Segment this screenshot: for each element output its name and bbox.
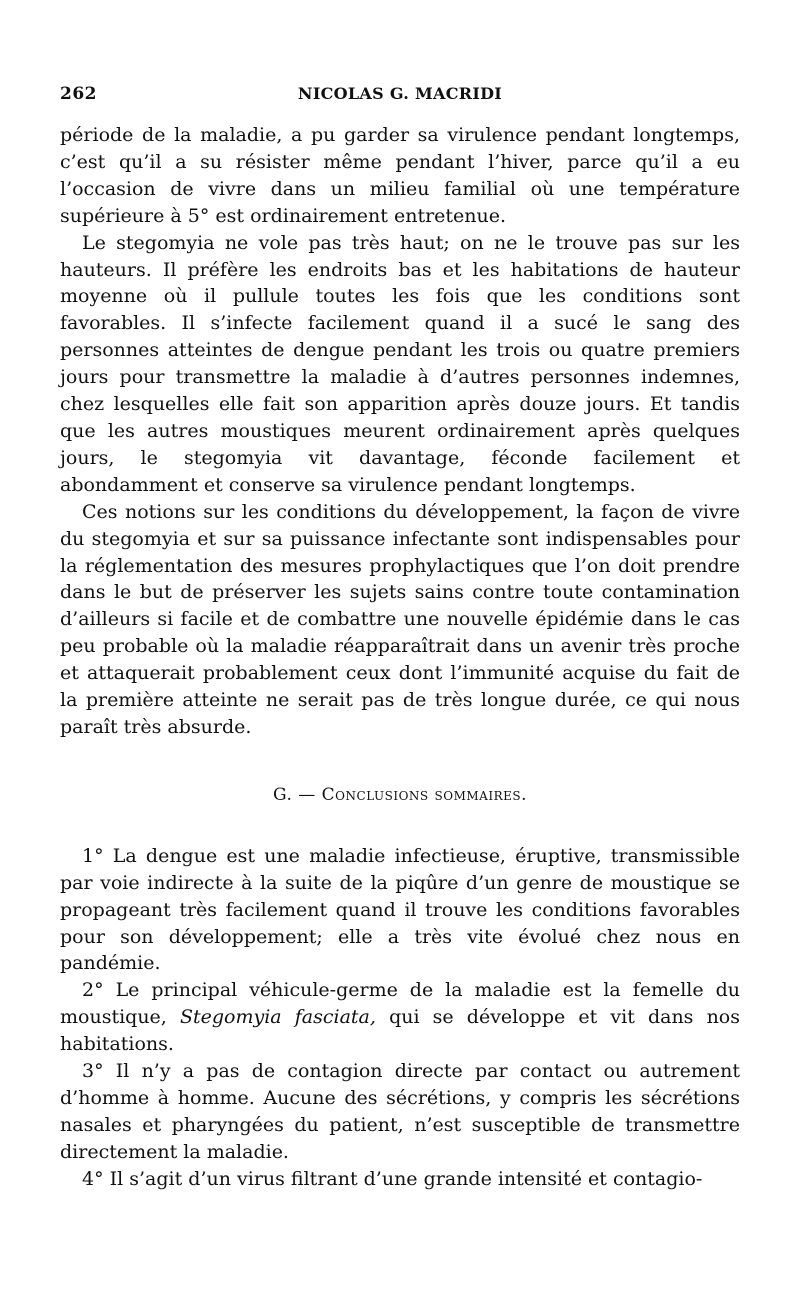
paragraph-prophylaxis: Ces notions sur les conditions du développement, la façon de vivre du stegomyia et sur sa puissance infectante sont indispensables pour la réglementation des mesures prophylactiques que l’on doit prendre dans le but de préserver les sujets sains contre toute contamination d’ailleurs si facile et de combattre une nouvelle épidémie dans le cas peu probable où la maladie réapparaîtrait dans un avenir très proche et attaquerait probablement ceux dont l’immunité acquise du fait de la première atteinte ne serait pas de très longue durée, ce qui nous paraît très absurde. <box>60 500 740 738</box>
conclusion-text: qui se développe et vit dans nos habitations. <box>60 1006 740 1056</box>
conclusion-text: Le principal véhicule-germe de la maladie est la femelle du moustique, <box>60 979 740 1029</box>
conclusions-list <box>60 843 740 1193</box>
section-dash: — <box>298 784 316 805</box>
conclusion-item <box>60 1166 740 1193</box>
conclusion-number: 3° <box>82 1060 104 1083</box>
conclusion-item <box>60 1058 740 1166</box>
species-name: Stegomyia fasciata, <box>179 1006 376 1029</box>
conclusion-item <box>60 977 740 1058</box>
paragraph-continuation: période de la maladie, a pu garder sa virulence pendant longtemps, c’est qu’il a su résister même pendant l’hiver, parce qu’il a eu l’occasion de vivre dans un milieu familial où une température supérieure à 5° est ordinairement entretenue. <box>60 124 740 227</box>
body-text <box>60 122 740 741</box>
page <box>60 84 740 1193</box>
conclusion-item <box>60 843 740 978</box>
running-head <box>60 84 740 114</box>
page-number: 262 <box>60 84 97 104</box>
conclusion-number: 1° <box>82 844 104 867</box>
section-heading <box>60 785 740 805</box>
conclusion-text: La dengue est une maladie infectieuse, éruptive, transmissible par voie indirecte à la suite de la piqûre d’un genre de moustique se propageant très facilement quand il trouve les conditions favorables pour son développement; elle a très vite évolué chez nous en pandémie. <box>60 844 740 975</box>
running-title: NICOLAS G. MACRIDI <box>297 84 503 103</box>
section-title: Conclusions sommaires. <box>321 784 528 805</box>
conclusion-number: 2° <box>82 979 104 1002</box>
conclusion-text: Il s’agit d’un virus filtrant d’une grande intensité et contagio- <box>109 1167 703 1190</box>
conclusion-number: 4° <box>82 1167 104 1190</box>
section-letter: G. <box>272 784 293 805</box>
paragraph-stegomyia-habitat: Le stegomyia ne vole pas très haut; on ne le trouve pas sur les hauteurs. Il préfère les endroits bas et les habitations de hauteur moyenne où il pullule toutes les fois que les conditions sont favorables. Il s’infecte facilement quand il a sucé le sang des personnes atteintes de dengue pendant les trois ou quatre premiers jours pour transmettre la maladie à d’autres personnes indemnes, chez lesquelles elle fait son apparition après douze jours. Et tandis que les autres moustiques meurent ordinairement après quelques jours, le stegomyia vit davantage, féconde facilement et abondamment et conserve sa virulence pendant longtemps. <box>60 231 740 496</box>
conclusion-text: Il n’y a pas de contagion directe par contact ou autrement d’homme à homme. Aucune des sécrétions, y compris les sécrétions nasales et pharyngées du patient, n’est susceptible de transmettre directement la maladie. <box>60 1060 740 1163</box>
